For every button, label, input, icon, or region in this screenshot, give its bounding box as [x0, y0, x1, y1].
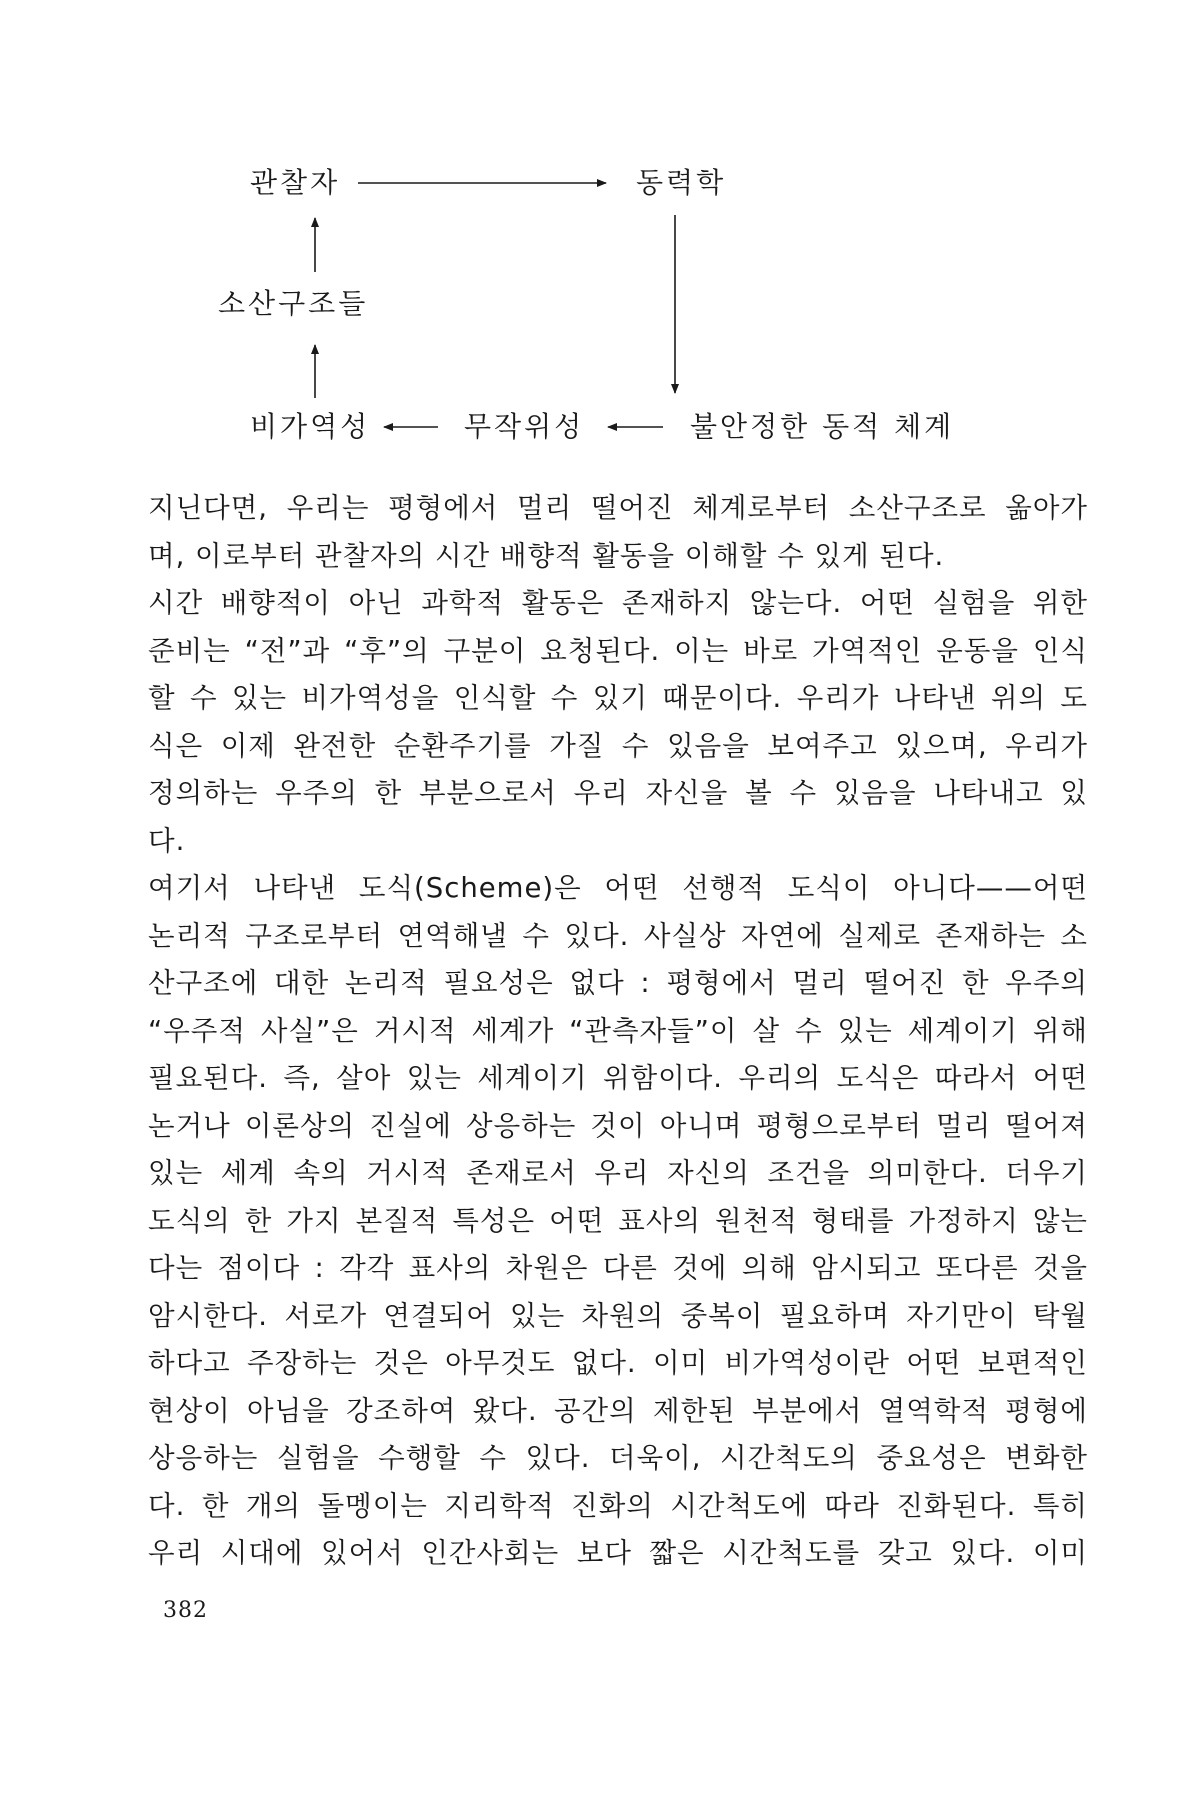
page-number: 382 [163, 1598, 208, 1623]
body-line: 산구조에 대한 논리적 필요성은 없다 : 평형에서 멀리 떨어진 한 우주의 [148, 967, 1088, 999]
body-line: 다. [148, 824, 186, 857]
body-line: 며, 이로부터 관찰자의 시간 배향적 활동을 이해할 수 있게 된다. [148, 539, 945, 572]
node-dissipative-structures: 소산구조들 [218, 287, 369, 320]
node-randomness: 무작위성 [464, 410, 585, 443]
body-line: 도식의 한 가지 본질적 특성은 어떤 표사의 원천적 형태를 가정하지 않는 [148, 1204, 1088, 1237]
body-line: 할 수 있는 비가역성을 인식할 수 있기 때문이다. 우리가 나타낸 위의 도 [148, 682, 1088, 714]
body-line: 상응하는 실험을 수행할 수 있다. 더욱이, 시간척도의 중요성은 변화한 [148, 1442, 1088, 1474]
body-line: 현상이 아님을 강조하여 왔다. 공간의 제한된 부분에서 열역학적 평형에 [148, 1394, 1088, 1427]
body-line: 논리적 구조로부터 연역해낼 수 있다. 사실상 자연에 실제로 존재하는 소 [148, 919, 1088, 952]
body-line: “우주적 사실”은 거시적 세계가 “관측자들”이 살 수 있는 세계이기 위해 [148, 1014, 1088, 1047]
body-line: 논거나 이론상의 진실에 상응하는 것이 아니며 평형으로부터 멀리 떨어져 [148, 1109, 1088, 1142]
body-line: 필요된다. 즉, 살아 있는 세계이기 위함이다. 우리의 도식은 따라서 어떤 [148, 1062, 1088, 1094]
body-line: 우리 시대에 있어서 인간사회는 보다 짧은 시간척도를 갖고 있다. 이미 [148, 1537, 1088, 1569]
body-line: 식은 이제 완전한 순환주기를 가질 수 있음을 보여주고 있으며, 우리가 [148, 729, 1088, 762]
node-dynamics: 동력학 [636, 166, 727, 199]
body-line: 다. 한 개의 돌멩이는 지리학적 진화의 시간척도에 따라 진화된다. 특히 [148, 1489, 1088, 1522]
body-line: 시간 배향적이 아닌 과학적 활동은 존재하지 않는다. 어떤 실험을 위한 [148, 587, 1088, 619]
body-line: 준비는 “전”과 “후”의 구분이 요청된다. 이는 바로 가역적인 운동을 인식 [148, 634, 1088, 667]
node-unstable-system: 불안정한 동적 체계 [690, 410, 955, 443]
body-line: 암시한다. 서로가 연결되어 있는 차원의 중복이 필요하며 자기만이 탁월 [148, 1299, 1088, 1332]
body-line: 지닌다면, 우리는 평형에서 멀리 떨어진 체계로부터 소산구조로 옮아가 [148, 492, 1088, 524]
body-line: 여기서 나타낸 도식(Scheme)은 어떤 선행적 도식이 아니다——어떤 [148, 872, 1088, 904]
body-line: 다는 점이다 : 각각 표사의 차원은 다른 것에 의해 암시되고 또다른 것을 [148, 1252, 1088, 1284]
node-irreversibility: 비가역성 [250, 410, 371, 443]
body-text [148, 485, 1088, 1578]
body-line: 하다고 주장하는 것은 아무것도 없다. 이미 비가역성이란 어떤 보편적인 [148, 1347, 1088, 1379]
body-line: 정의하는 우주의 한 부분으로서 우리 자신을 볼 수 있음을 나타내고 있 [148, 777, 1088, 809]
body-line: 있는 세계 속의 거시적 존재로서 우리 자신의 조건을 의미한다. 더우기 [148, 1157, 1088, 1189]
node-observer: 관찰자 [250, 166, 341, 199]
